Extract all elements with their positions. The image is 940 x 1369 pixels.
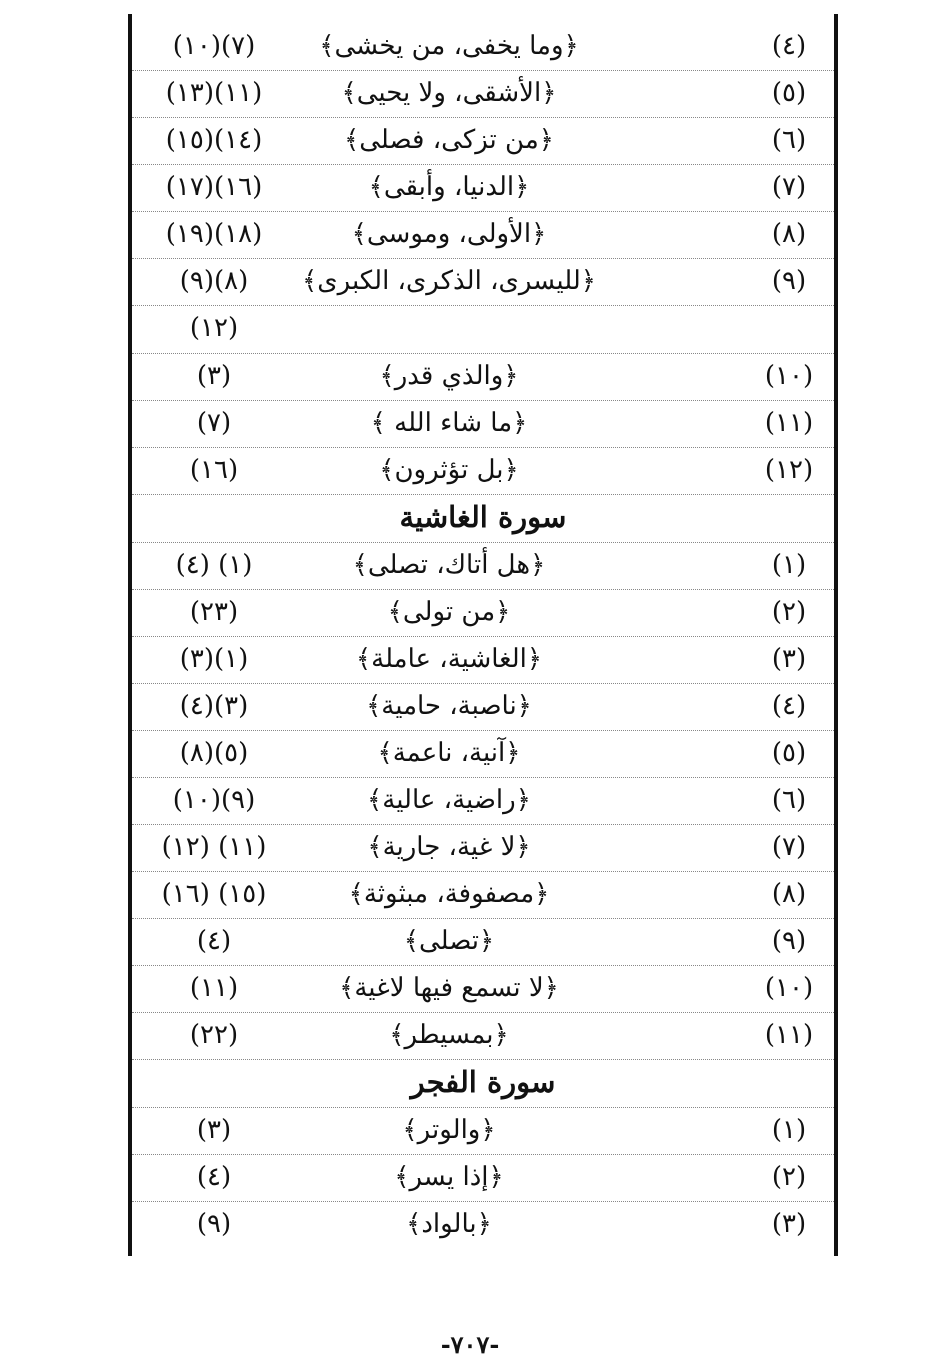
table-row <box>132 919 834 966</box>
table-row <box>132 71 834 118</box>
table-row <box>132 731 834 778</box>
table-row <box>132 825 834 872</box>
table-row <box>132 543 834 590</box>
row-number: (١٠) <box>764 973 814 1003</box>
verse-text: ﴿راضية، عالية﴾ <box>367 785 531 815</box>
verse-refs: (٩) <box>196 1209 232 1239</box>
row-number <box>754 306 824 352</box>
row-number: (٣) <box>771 644 807 674</box>
verse-text: ﴿الدنيا، وأبقى﴾ <box>368 172 530 202</box>
verse-refs: (١٦)(١٧) <box>165 172 263 202</box>
row-number: (١) <box>771 550 807 580</box>
row-number: (٧) <box>771 832 807 862</box>
verse-text: ﴿بمسيطر﴾ <box>389 1020 509 1050</box>
verse-text: ﴿لا غية، جارية﴾ <box>367 832 531 862</box>
page-number: -٧٠٧- <box>440 1330 500 1359</box>
row-number: (١١) <box>764 1020 814 1050</box>
row-number: (١١) <box>764 408 814 438</box>
table-row <box>132 637 834 684</box>
verse-text: ﴿إذا يسر﴾ <box>394 1162 504 1192</box>
verse-refs: (٣) <box>196 361 232 391</box>
verse-text: ﴿ما شاء الله ﴾ <box>370 408 528 438</box>
section-title: سورة الفجر <box>410 1065 556 1099</box>
table-row <box>132 966 834 1013</box>
row-number: (٤) <box>771 31 807 61</box>
row-number: (٧) <box>771 172 807 202</box>
verse-text: ﴿والذي قدر﴾ <box>379 361 519 391</box>
row-number: (٨) <box>771 219 807 249</box>
verse-text: ﴿لليسرى، الذكرى، الكبرى﴾ <box>302 266 596 296</box>
verse-refs: (١) (٤) <box>175 550 253 580</box>
table-row <box>132 118 834 165</box>
table-row-continuation <box>132 306 834 354</box>
verse-text: ﴿وما يخفى، من يخشى﴾ <box>319 31 579 61</box>
table-row <box>132 590 834 637</box>
verse-refs: (١٦) <box>189 455 239 485</box>
verse-text: ﴿مصفوفة، مبثوثة﴾ <box>348 879 550 909</box>
verse-refs: (٣) <box>196 1115 232 1145</box>
row-number: (٣) <box>771 1209 807 1239</box>
verse-text: ﴿ناصبة، حامية﴾ <box>366 691 532 721</box>
row-number: (١) <box>771 1115 807 1145</box>
table-row <box>132 1155 834 1202</box>
row-number: (٦) <box>771 785 807 815</box>
table-row <box>132 872 834 919</box>
verse-text: ﴿تصلى﴾ <box>403 926 495 956</box>
surah-heading-fajr <box>132 1060 834 1108</box>
table-row <box>132 165 834 212</box>
table-row <box>132 401 834 448</box>
verse-refs: (١١) <box>189 973 239 1003</box>
index-table <box>132 24 834 1249</box>
row-number: (٤) <box>771 691 807 721</box>
table-row <box>132 684 834 731</box>
verse-refs: (٩)(١٠) <box>172 785 256 815</box>
section-title: سورة الغاشية <box>399 500 567 534</box>
table-row <box>132 1202 834 1249</box>
row-number: (٢) <box>771 597 807 627</box>
verse-refs: (١١)(١٣) <box>165 78 263 108</box>
table-row <box>132 1013 834 1060</box>
verse-text: ﴿من تولى﴾ <box>387 597 511 627</box>
surah-heading-ghashiya <box>132 495 834 543</box>
verse-refs: (١)(٣) <box>179 644 249 674</box>
verse-text: ﴿بل تؤثرون﴾ <box>379 455 519 485</box>
table-row <box>132 259 834 306</box>
row-number: (٩) <box>771 926 807 956</box>
row-number: (٦) <box>771 125 807 155</box>
verse-text: ﴿من تزكى، فصلى﴾ <box>344 125 554 155</box>
table-row <box>132 448 834 495</box>
verse-refs: (٨)(٩) <box>179 266 249 296</box>
row-number: (٨) <box>771 879 807 909</box>
verse-text: ﴿هل أتاك، تصلى﴾ <box>352 550 546 580</box>
verse-text: ﴿والوتر﴾ <box>402 1115 496 1145</box>
table-row <box>132 354 834 401</box>
table-row <box>132 24 834 71</box>
verse-refs: (١٤)(١٥) <box>165 125 263 155</box>
verse-refs: (٧)(١٠) <box>172 31 256 61</box>
row-number: (٢) <box>771 1162 807 1192</box>
row-number: (٥) <box>771 738 807 768</box>
row-number: (٥) <box>771 78 807 108</box>
verse-text: ﴿بالواد﴾ <box>406 1209 492 1239</box>
row-number: (٩) <box>771 266 807 296</box>
verse-refs: (١٥) (١٦) <box>161 879 267 909</box>
verse-refs: (٥)(٨) <box>179 738 249 768</box>
verse-text: ﴿الغاشية، عاملة﴾ <box>355 644 543 674</box>
verse-refs: (١١) (١٢) <box>161 832 267 862</box>
verse-text <box>284 306 614 352</box>
verse-refs: (٤) <box>196 1162 232 1192</box>
row-number: (١٢) <box>764 455 814 485</box>
table-row <box>132 1108 834 1155</box>
verse-refs: (٧) <box>196 408 232 438</box>
table-row <box>132 212 834 259</box>
verse-text: ﴿آنية، ناعمة﴾ <box>377 738 521 768</box>
verse-refs: (٤) <box>196 926 232 956</box>
verse-text: ﴿لا تسمع فيها لاغية﴾ <box>339 973 559 1003</box>
verse-refs: (٣)(٤) <box>179 691 249 721</box>
right-border-rule <box>834 14 838 1256</box>
verse-refs: (٢٣) <box>189 597 239 627</box>
verse-refs: (١٨)(١٩) <box>165 219 263 249</box>
verse-text: ﴿الأولى، وموسى﴾ <box>351 219 547 249</box>
verse-refs: (١٢) <box>189 313 239 343</box>
verse-text: ﴿الأشقى، ولا يحيى﴾ <box>341 78 557 108</box>
table-row <box>132 778 834 825</box>
verse-refs: (٢٢) <box>189 1020 239 1050</box>
row-number: (١٠) <box>764 361 814 391</box>
